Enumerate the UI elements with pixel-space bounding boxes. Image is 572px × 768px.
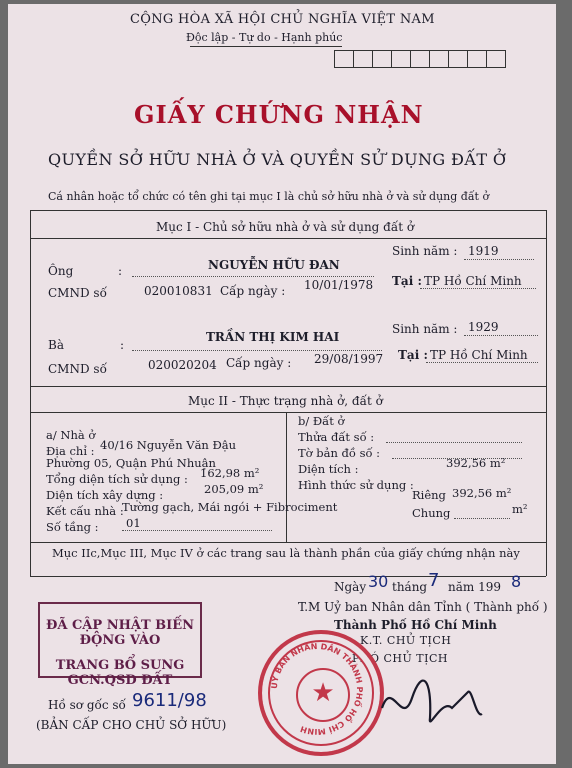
house-floors-label: Số tầng : [46,520,99,534]
copy-note: (BẢN CẤP CHO CHỦ SỞ HỮU) [36,718,227,732]
house-address-label: Địa chỉ : [46,444,95,458]
owner1-date: 10/01/1978 [304,278,374,292]
update-stamp-line2: TRANG BỔ SUNG GCN.QSD ĐẤT [55,658,185,688]
land-map-label: Tờ bản đồ số : [298,446,381,460]
owner1-id-label: CMND số [48,286,107,300]
country-heading: CỘNG HÒA XÃ HỘI CHỦ NGHĨA VIỆT NAM [130,12,435,27]
owner1-name: NGUYỄN HỮU ĐAN [208,258,340,272]
serial-number-boxes [334,50,506,68]
land-private-label: Riêng [412,488,446,502]
land-private-area: 392,56 m² [452,486,512,500]
house-total-area: 162,98 m² [200,466,260,480]
sign-month-label: tháng [392,580,428,594]
land-shared-line [454,508,510,519]
file-number: 9611/98 [132,690,207,711]
sign-date-prefix: Ngày [334,580,367,594]
official-seal [258,630,384,756]
owner2-place-line [426,352,538,363]
document-title: GIẤY CHỨNG NHẬN [134,100,424,129]
document-subtitle: QUYỀN SỞ HỮU NHÀ Ở VÀ QUYỀN SỬ DỤNG ĐẤT Ở [48,150,507,169]
land-label: b/ Đất ở [298,414,345,428]
land-area: 392,56 m² [446,456,506,470]
sign-day: 30 [368,572,389,591]
house-floors-line [122,520,272,531]
land-shared-label: Chung [412,506,451,520]
section2-divider [30,412,546,413]
owner2-id-label: CMND số [48,362,107,376]
seal-emblem [296,668,350,722]
land-area-label: Diện tích : [298,462,359,476]
owner2-place-label: Tại : [398,348,428,362]
owner2-place: TP Hồ Chí Minh [430,348,528,362]
owner1-title: Ông [48,264,74,278]
sign-year-label: năm 199 [448,580,501,594]
owner2-birth-line [464,324,538,336]
footer-note-divider [30,542,546,543]
table-top-border [30,210,546,211]
section2-heading: Mục II - Thực trạng nhà ở, đất ở [188,394,383,408]
owner1-id-number: 020010831 [144,284,213,298]
land-usage-label: Hình thức sử dụng : [298,478,414,492]
section2-column-divider [286,412,287,542]
sign-committee: T.M Uỷ ban Nhân dân Tỉnh ( Thành phố ) [298,600,548,614]
owner1-place-label: Tại : [392,274,422,288]
owner2-name: TRẦN THỊ KIM HAI [206,330,340,344]
signature-mark [372,668,492,738]
land-plot-line [386,432,522,443]
house-structure: Tường gạch, Mái ngói + Fibrociment [122,500,338,514]
section1-divider [30,238,546,239]
intro-text: Cá nhân hoặc tổ chức có tên ghi tại mục I là chủ sở hữu nhà ở và sử dụng đất ở [48,190,490,203]
section2-top-divider [30,386,546,387]
house-build-area: 205,09 m² [204,482,264,496]
owner1-place: TP Hồ Chí Minh [424,274,522,288]
file-label: Hồ sơ gốc số [48,698,126,712]
table-right-border [546,210,547,576]
owner2-colon: : [120,338,125,352]
house-address-line1: 40/16 Nguyễn Văn Đậu [100,438,237,452]
owner1-birth-year: 1919 [468,244,499,258]
owner1-birth-line [464,248,534,260]
section1-heading: Mục I - Chủ sở hữu nhà ở và sử dụng đất ở [156,220,415,234]
update-stamp-line1: ĐÃ CẬP NHẬT BIẾN ĐỘNG VÀO [45,618,195,648]
sign-year-suffix: 8 [511,572,522,591]
star-icon: ★ [311,678,335,708]
svg-text:UỶ BAN NHÂN DÂN THÀNH PHỐ HỒ C: UỶ BAN NHÂN DÂN THÀNH PHỐ HỒ CHÍ MINH [269,641,365,737]
owner2-birth-year: 1929 [468,320,499,334]
owner1-colon: : [118,264,123,278]
table-bottom-border [30,576,546,577]
owner1-date-label: Cấp ngày : [220,284,286,298]
owner1-birth-label: Sinh năm : [392,244,458,258]
owner2-date: 29/08/1997 [314,352,384,366]
motto: Độc lập - Tự do - Hạnh phúc [186,31,343,44]
sign-role1: K.T. CHỦ TỊCH [360,634,452,647]
owner2-date-label: Cấp ngày : [226,356,292,370]
land-plot-label: Thửa đất số : [298,430,375,444]
sign-month: 7 [428,570,440,591]
owner1-place-line [420,278,536,289]
footer-note: Mục IIc,Mục III, Mục IV ở các trang sau là thành phần của giấy chứng nhận này [52,546,520,560]
house-build-area-label: Diện tích xây dựng : [46,488,164,502]
house-label: a/ Nhà ở [46,428,96,442]
motto-underline [190,46,342,47]
land-shared-area: m² [512,502,528,516]
sign-city: Thành Phố Hồ Chí Minh [334,618,497,632]
owner2-id-number: 020020204 [148,358,217,372]
house-structure-label: Kết cấu nhà : [46,504,124,518]
house-total-area-label: Tổng diện tích sử dụng : [46,472,188,486]
update-stamp [38,602,202,688]
house-address-line2: Phường 05, Quận Phú Nhuận [46,456,216,470]
owner2-birth-label: Sinh năm : [392,322,458,336]
table-left-border [30,210,31,576]
sign-role2: PHÓ CHỦ TỊCH [352,652,448,665]
owner2-title: Bà [48,338,64,352]
house-floors: 01 [126,516,141,530]
certificate-page [8,4,556,764]
